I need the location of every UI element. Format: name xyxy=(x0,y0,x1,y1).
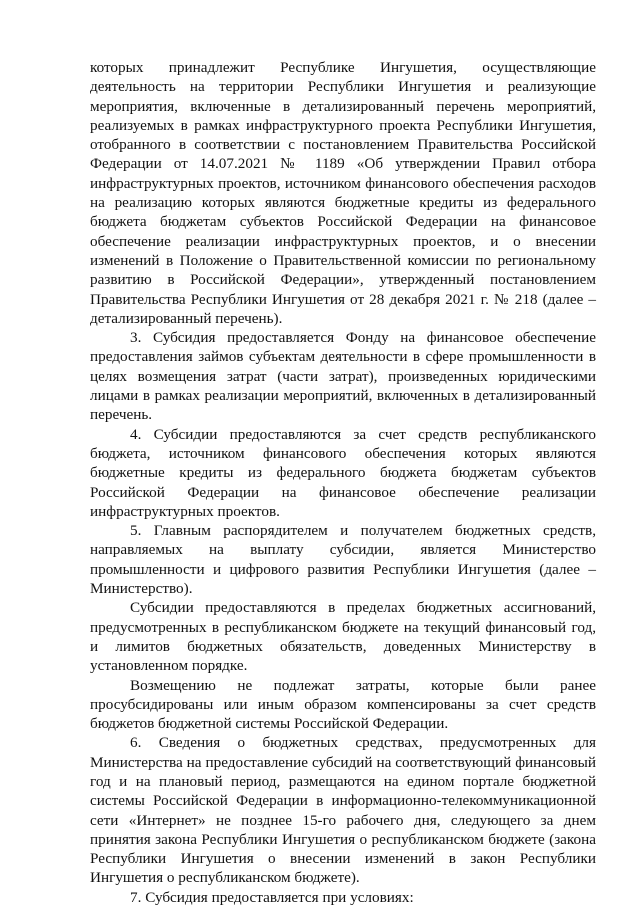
paragraph-item-6: 6. Сведения о бюджетных средствах, предусмотренных для Министерства на предоставление субсидий на соответствующий финансовый год и на плановый период, размещаются на едином портале бюджетной системы Российской Федерации в информационно-телекоммуникационной сети «Интернет» не позднее 15-го рабочего дня, следующего за днем принятия закона Республики Ингушетия о республиканском бюджете (закона Республики Ингушетия о внесении изменений в закон Республики Ингушетия о республиканском бюджете). xyxy=(90,734,596,887)
paragraph-item-3: 3. Субсидия предоставляется Фонду на финансовое обеспечение предоставления займов субъектам деятельности в сфере промышленности в целях возмещения затрат (части затрат), произведенных юридическими лицами в рамках реализации мероприятий, включенных в детализированный перечень. xyxy=(90,329,596,424)
paragraph-item-7: 7. Субсидия предоставляется при условиях: xyxy=(130,888,414,906)
paragraph-continuation: которых принадлежит Республике Ингушетия, осуществляющие деятельность на территории Республики Ингушетия и реализующие мероприятия, включенные в детализированный перечень мероприятий, реализуемых в рамках инфраструктурного проекта Республики Ингушетия, отобранного в соответствии с постановлением Правительства Российской Федерации от 14.07.2021 № 1189 «Об утверждении Правил отбора инфраструктурных проектов, источником финансового обеспечения расходов на реализацию которых являются бюджетные кредиты из федерального бюджета бюджетам субъектов Российской Федерации на финансовое обеспечение реализации инфраструктурных проектов, и о внесении изменений в Положение о Правительственной комиссии по региональному развитию в Российской Федерации», утвержденный постановлением Правительства Республики Ингушетия от 28 декабря 2021 г. № 218 (далее – детализированный перечень). xyxy=(90,59,596,327)
paragraph-item-4: 4. Субсидии предоставляются за счет средств республиканского бюджета, источником финансового обеспечения которых являются бюджетные кредиты из федерального бюджета бюджетам субъектов Российской Федерации на финансовое обеспечение реализации инфраструктурных проектов. xyxy=(90,425,596,520)
paragraph-subsidy-limits: Субсидии предоставляются в пределах бюджетных ассигнований, предусмотренных в республиканском бюджете на текущий финансовый год, и лимитов бюджетных обязательств, доведенных Министерству в установленном порядке. xyxy=(90,599,596,675)
paragraph-item-5: 5. Главным распорядителем и получателем бюджетных средств, направляемых на выплату субсидии, является Министерство промышленности и цифрового развития Республики Ингушетия (далее – Министерство). xyxy=(90,522,596,598)
document-page xyxy=(90,58,596,907)
paragraph-no-reimbursement: Возмещению не подлежат затраты, которые были ранее просубсидированы или иным образом компенсированы за счет средств бюджетов бюджетной системы Российской Федерации. xyxy=(90,676,596,733)
